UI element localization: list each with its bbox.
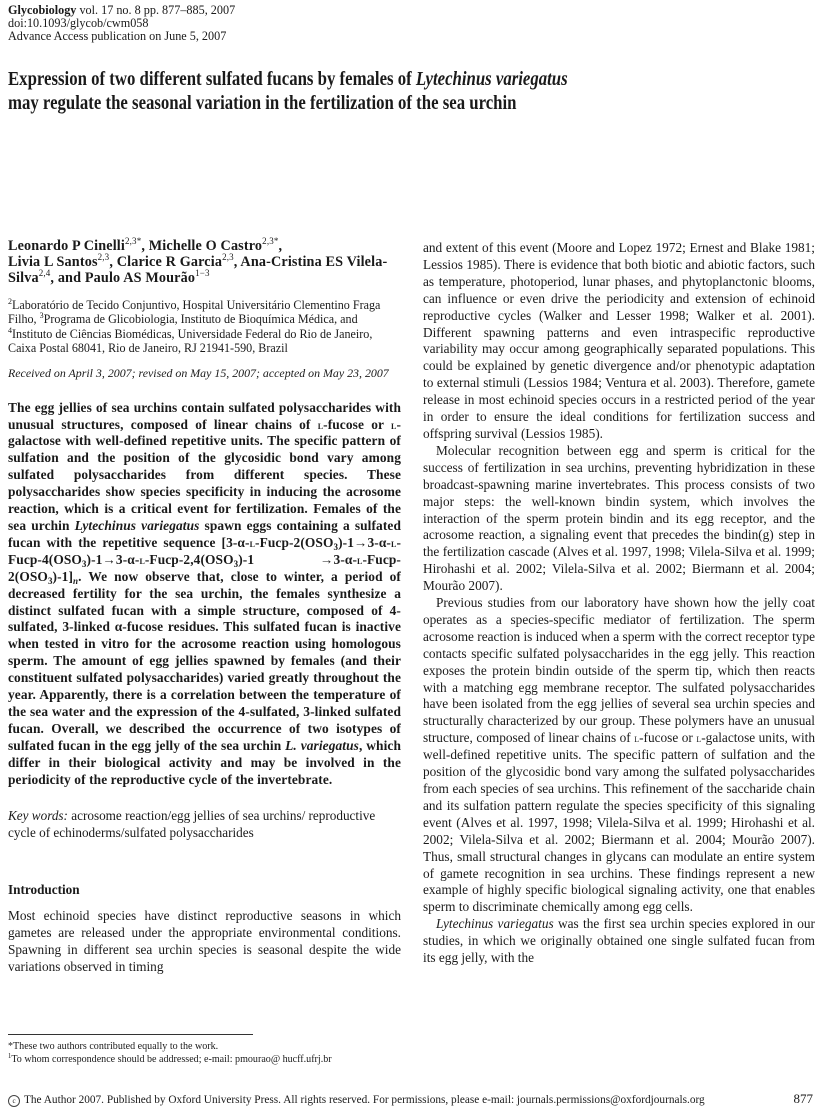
author: Michelle O Castro$^{2,3*}$,	[148, 236, 283, 254]
author: Livia L Santos$^{2,3}$,	[8, 252, 117, 270]
footnote-equal-contribution: *These two authors contributed equally to the work.	[8, 1041, 219, 1052]
paragraph: and extent of this event (Moore and Lopez 1972; Ernest and Blake 1981; Lessios 1985). There is evidence that both biotic and abiotic factors, such as temperature, photoperiod, lunar phases, and phytoplanctonic blooms, can influence or even drive the periodicity and extension of echinoid reproductive cycles (Walker and Lesser 1998; Walker et al. 2001). Different spawning patterns and even intraspecific reproductive variability may occur among geographically separated populations. This could be explained by genetic divergence and/or phenotypic adaptation to external stimuli (Lessios 1984; Ventura et al. 2003). Therefore, gamete release in most echinoid species occurs in a restricted period of the year in order to ensure the ideal conditions for fertilization success and offspring survival (Lessios 1985).	[423, 240, 815, 441]
journal-header	[8, 4, 235, 43]
abstract: The egg jellies of sea urchins contain sulfated polysaccharides with unusual structures, composed of linear chains of l-fucose or l-galactose with well-defined repetitive units. The specific pattern of sulfation and the position of the glycosidic bond vary among sulfated polysaccharides from different species. These polysaccharides show species specificity in inducing the acrosome reaction, which is a critical event for fertilization. Females of the sea urchin Lytechinus variegatus spawn eggs containing a sulfated fucan with the repetitive sequence [$3-\alpha-l-Fucp-2(OSO_3)-1\to 3-\alpha-l-Fucp-4(OSO_3)-1\to 3-\alpha-l-Fucp-2,4(OSO_3)-1$ $\to 3-\alpha-l-Fucp-2(OSO_3)-1]_n$. We now observe that, close to winter, a period of decreased fertility for the sea urchin, the females synthesize a distinct sulfated fucan with a simple structure, composed of 4-sulfated, 3-linked α-fucose residues. This sulfated fucan is inactive when tested in vitro for the acrosome reaction using homologous sperm. The amount of egg jellies spawned by females (and their constituent sulfated polysaccharides) varied greatly throughout the year. Apparently, there is a correlation between the temperature of the sea water and the expression of the 4-sulfated, 3-linked sulfated fucan. Overall, we described the occurrence of two isotypes of sulfated fucan in the egg jelly of the sea urchin L. variegatus, which differ in their biological activity and may be involved in the periodicity of the reproductive cycle of the invertebrate.	[8, 399, 402, 787]
journal-citation: Glycobiology vol. 17 no. 8 pp. 877–885, 2007	[8, 3, 236, 17]
article-title: Expression of two different sulfated fucans by females of Lytechinus variegatus may regulate the seasonal variation in the fertilization of the sea urchin	[8, 69, 568, 114]
paragraph: Molecular recognition between egg and sperm is critical for the success of fertilization in sea urchins, preventing hybridization in these broadcast-spawning marine invertebrates. This process consists of two major steps: the well-known bindin system, which involves the interaction of the sperm protein bindin and its egg receptor, and the acrosome reaction, a signaling event that precedes the bindin(g) step in the fertilization cascade (Alves et al. 1997, 1998; Vilela-Silva et al. 1999; Hirohashi et al. 2002; Vilela-Silva et al. 2002; Biermann et al. 2004; Mourão 2007).	[423, 442, 815, 594]
page-footer	[8, 1092, 813, 1107]
right-column	[423, 240, 815, 967]
author: Ana-Cristina ES Vilela-Silva$^{2,4}$, and	[8, 254, 388, 286]
journal-name: Glycobiology	[8, 3, 77, 17]
paragraph: Most echinoid species have distinct reproductive seasons in which gametes are released under the appropriate environmental conditions. Spawning in different sea urchin species is seasonal despite the wide variations observed in timing	[8, 908, 401, 974]
left-column	[8, 238, 401, 976]
doi[interactable]: doi:10.1093/glycob/cwm058	[8, 16, 149, 30]
author: Paulo AS Mourão$^{1-3}$	[84, 268, 210, 286]
keywords-label: Key words:	[8, 808, 68, 824]
footnote-correspondence: $^1$To whom correspondence should be addressed; e-mail: pmourao@ hucff.ufrj.br	[8, 1052, 332, 1066]
advance-access: Advance Access publication on June 5, 2007	[8, 29, 227, 43]
copyright-icon: c	[8, 1095, 20, 1107]
section-heading-introduction: Introduction	[8, 882, 80, 898]
author: Leonardo P Cinelli$^{2,3*}$,	[8, 236, 149, 254]
author: Clarice R Garcia$^{2,3}$,	[116, 252, 241, 270]
paragraph: Previous studies from our laboratory have shown how the jelly coat operates as a species-specific mediator of fertilization. The sperm acrosome reaction is induced when a sperm with the correct receptor type contacts specific sulfated polysaccharides in the egg jelly. This reaction exposes the protein bindin outside of the sperm tip, which then reacts with a matching egg membrane receptor. The sulfated polysaccharides have been isolated from the egg jellies of several sea urchin species and structurally characterized by our group. These polymers have an unusual structure, composed of linear chains of l-fucose or l-galactose units, with well-defined repetitive units. The specific pattern of sulfation and the position of the glycosidic bond vary among the sulfated polysaccharides from each species of sea urchins. This refinement of the saccharide chain and its sulfation pattern regulate the species specificity of this signaling event (Alves et al. 1997, 1998; Vilela-Silva et al. 1999; Hirohashi et al. 2002; Vilela-Silva et al. 2002; Biermann et al. 2004; Mourão 2007). Thus, small structural changes in glycans can modulate an entire system of gamete recognition in sea urchins. These findings represent a new example of highly specific biological signaling activity, one that enables sperm to discriminate chemically among egg cells.	[423, 595, 815, 915]
author-list	[8, 238, 401, 286]
page-number: 877	[793, 1091, 813, 1106]
footnotes	[8, 1040, 383, 1067]
copyright-notice: c The Author 2007. Published by Oxford University Press. All rights reserved. For permissions, please e-mail: journals.permissions@oxfordjournals.org	[8, 1093, 705, 1107]
keywords: Key words: acrosome reaction/egg jellies of sea urchins/ reproductive cycle of echinoderms/sulfated polysaccharides	[8, 808, 376, 841]
received-dates: Received on April 3, 2007; revised on May 15, 2007; accepted on May 23, 2007	[8, 365, 389, 380]
affiliations: $^2$Laboratório de Tecido Conjuntivo, Hospital Universitário Clementino Fraga Filho, $^3$Programa de Glicobiologia, Instituto de Bioquímica Médica, and $^4$Instituto de Ciências Biomédicas, Universidade Federal do Rio de Janeiro, Caixa Postal 68041, Rio de Janeiro, RJ 21941-590, Brazil	[8, 297, 381, 356]
paragraph: Lytechinus variegatus was the first sea urchin species explored in our studies, in which we originally obtained one single sulfated fucan from its egg jelly, with the	[423, 916, 815, 966]
footnote-divider	[8, 1034, 253, 1035]
title-species: Lytechinus variegatus	[415, 69, 568, 90]
